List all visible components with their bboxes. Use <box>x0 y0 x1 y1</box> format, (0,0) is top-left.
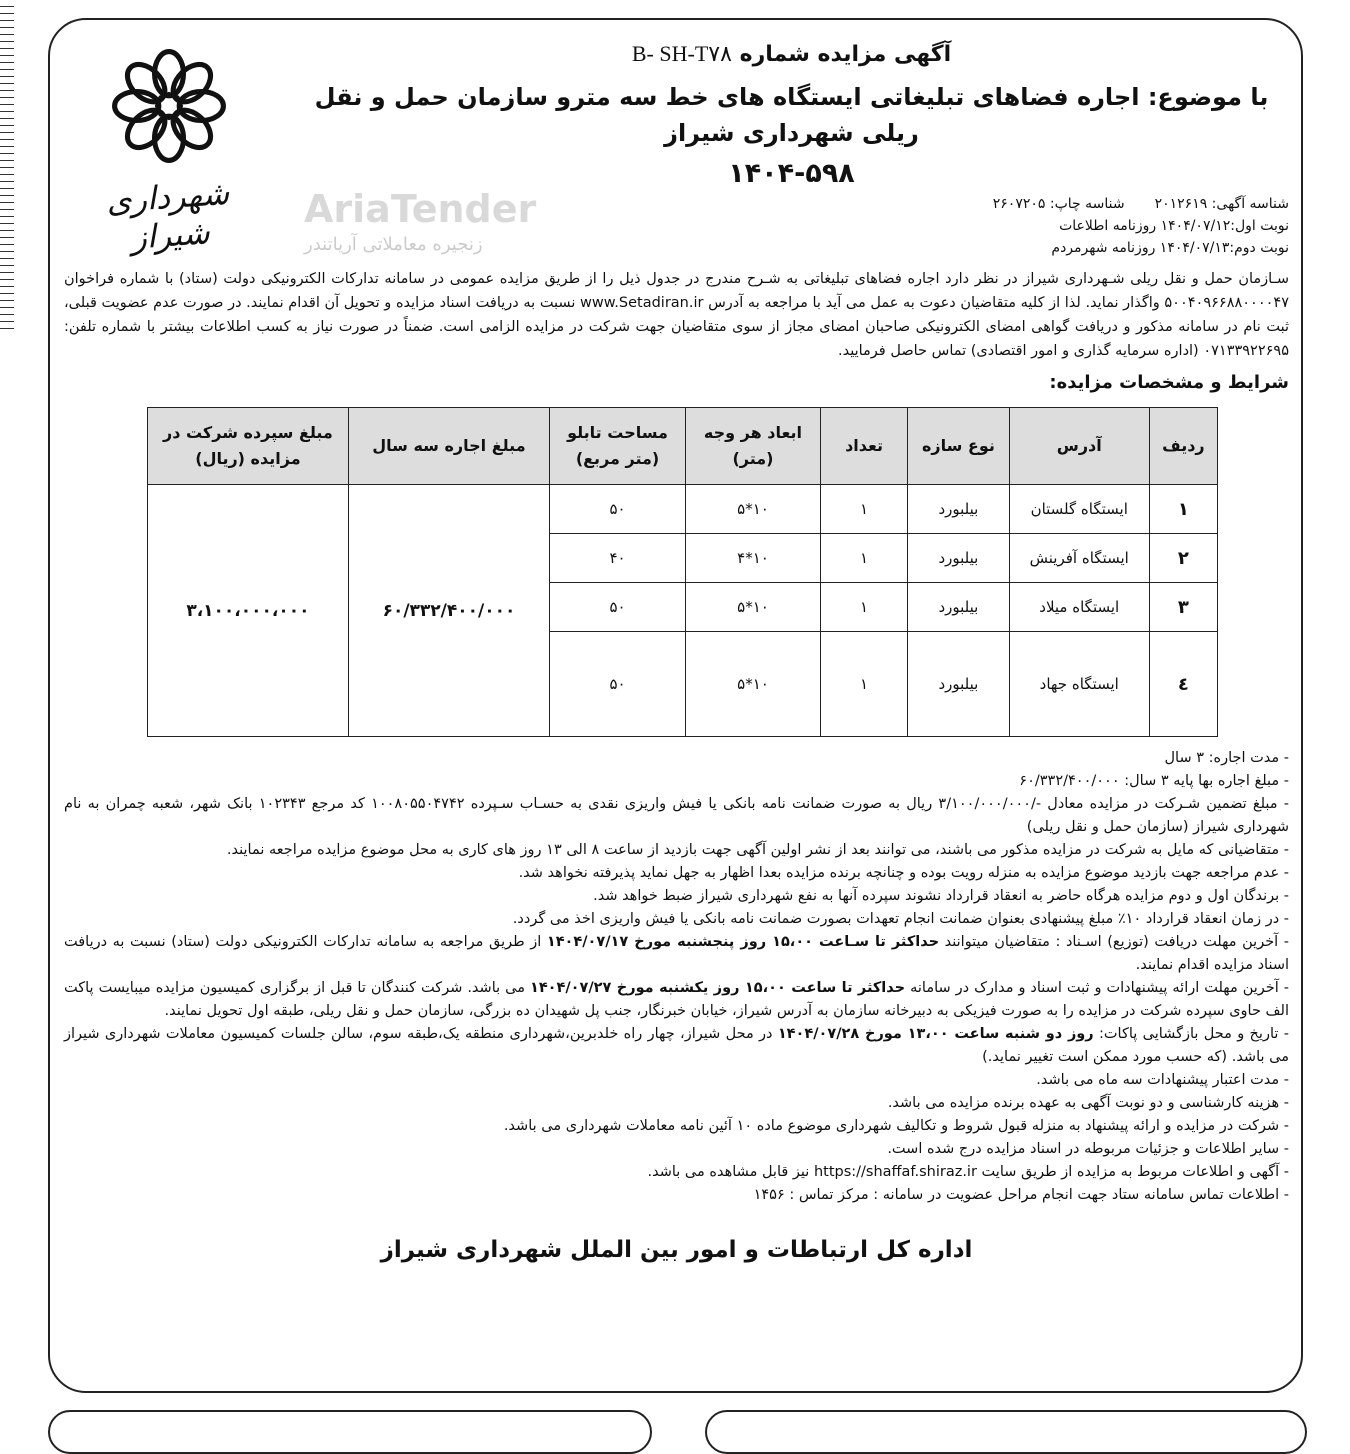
cell-no: ۲ <box>1149 534 1217 583</box>
condition-item <box>64 1184 1289 1207</box>
condition-text: حداکثر تا سـاعت ۱۵،۰۰ روز پنجشنبه مورخ ۱۴۰۴/۰۷/۱۷ <box>546 934 940 950</box>
condition-item <box>64 1115 1289 1138</box>
cell-address: ایستگاه جهاد <box>1009 632 1149 737</box>
condition-text: روز دو شنبه ساعت ۱۳،۰۰ مورخ ۱۴۰۴/۰۷/۲۸ <box>777 1026 1094 1042</box>
condition-item <box>64 862 1289 885</box>
section-title: شرایط و مشخصات مزایده: <box>1049 372 1289 393</box>
condition-text: - در زمان انعقاد قرارداد ۱۰٪ مبلغ پیشنهادی بعنوان ضمانت انجام تعهدات بصورت ضمانت نامه بانکی یا فیش واریزی اخذ می گردد. <box>512 911 1289 927</box>
condition-text: - اطلاعات تماس سامانه ستاد جهت انجام مراحل عضویت در سامانه : مرکز تماس : ۱۴۵۶ <box>753 1187 1289 1203</box>
column-header: ابعاد هر وجه (متر) <box>685 408 820 485</box>
auction-table <box>147 407 1218 737</box>
condition-text: حداکثر تا ساعت ۱۵،۰۰ روز یکشنبه مورخ ۱۴۰۴/۰۷/۲۷ <box>529 980 906 996</box>
column-header: ردیف <box>1149 408 1217 485</box>
second-publication: نوبت دوم:۱۴۰۴/۰۷/۱۳ روزنامه شهرمردم <box>1051 240 1289 256</box>
condition-item <box>64 908 1289 931</box>
condition-text: - عدم مراجعه جهت بازدید موضوع مزایده به منزله رویت بوده و چنانچه برنده مزایده بعدا اظهار به جهل نماید پذیرفته نخواهد شد. <box>518 865 1289 881</box>
cell-area: ۵۰ <box>550 485 686 534</box>
condition-item <box>64 885 1289 908</box>
rent-total-cell: ۶۰/۳۳۲/۴۰۰/۰۰۰ <box>348 485 549 737</box>
notice-code: B- SH-T۷۸ <box>631 41 732 66</box>
condition-item <box>64 1069 1289 1092</box>
condition-text: در محل شیراز، چهار راه خلدبرین،شهرداری منطقه یک،طبقه سوم، سالن جلسات کمیسیون معاملات شهرداری شیراز می باشد. (که حسب مورد ممکن است تغییر نماید.) <box>64 1026 1289 1065</box>
next-notice-frame <box>705 1410 1307 1454</box>
condition-item <box>64 839 1289 862</box>
cell-type: بیلبورد <box>908 632 1010 737</box>
notice-number: ۱۴۰۴-۵۹۸ <box>728 158 855 189</box>
first-publication: نوبت اول:۱۴۰۴/۰۷/۱۲ روزنامه اطلاعات <box>1059 218 1289 234</box>
logo-text: شهرداری شیراز <box>105 173 231 257</box>
cell-address: ایستگاه آفرینش <box>1009 534 1149 583</box>
cell-type: بیلبورد <box>908 583 1010 632</box>
watermark-text: زنجیره معاملاتی آریاتندر <box>304 234 483 255</box>
condition-text: - آخرین مهلت دریافت (توزیع) اسـناد : متقاضیان میتوانند <box>939 934 1290 950</box>
cell-area: ۵۰ <box>550 632 686 737</box>
condition-item <box>64 1092 1289 1115</box>
condition-text: - برندگان اول و دوم مزایده هرگاه حاضر به انعقاد قرارداد نشوند سپرده آنها به نفع شهرداری شیراز ضبط خواهد شد. <box>593 888 1289 904</box>
condition-item <box>64 1138 1289 1161</box>
cell-no: ۳ <box>1149 583 1217 632</box>
condition-item <box>64 977 1289 1023</box>
condition-text: - مبلغ تضمین شـرکت در مزایده معادل -/۳/۱۰۰/۰۰۰/۰۰۰ ریال به صورت ضمانت نامه بانکی یا فیش واریزی نقدی به حسـاب سـپرده ۱۰۰۸۰۵۵۰۴۷۴۲ کد مرجع ۱۰۲۳۴۳ بانک شهر، شعبه چمران به نام شهرداری شیراز (سازمان حمل و نقل ریلی) <box>64 796 1289 835</box>
cell-count: ۱ <box>821 485 908 534</box>
condition-text: - شرکت در مزایده و ارائه پیشنهاد به منزله قبول شروط و تکالیف شهرداری موضوع ماده ۱۰ آئین نامه معاملات شهرداری می باشد. <box>503 1118 1289 1134</box>
condition-text: می باشد. شرکت کنندگان تا قبل از برگزاری کمیسیون مزایده میبایست پاکت الف حاوی سپرده شرکت در مزایده را به صورت فیزیکی به دبیرخانه سازمان به آدرس شیراز، خیابان خبرنگار، جنب پل شهیدان ده بزرگی، سازمان حمل و نقل ریلی، طبقه اول تحویل نمایند. <box>64 980 1289 1019</box>
cell-count: ۱ <box>821 583 908 632</box>
notice-title <box>294 38 1289 71</box>
intro-paragraph: سـازمان حمل و نقل ریلی شـهرداری شیراز در نظر دارد اجاره فضاهای تبلیغاتی به شـرح مندرج در جدول ذیل را از طریق مزایده عمومی در سامانه تدارکات الکترونیکی دولت (ستاد) با شماره فراخوان ۵۰۰۴۰۹۶۶۸۸۰۰۰۰۴۷ واگذار نماید. لذا از کلیه متقاضیان دعوت به عمل می آید با مراجعه به آدرس www.Setadiran.ir نسبت به دریافت اسناد مزایده و تحویل آن اقدام نمایند. در صورت عدم عضویت قبلی، ثبت نام در سامانه مذکور و دریافت گواهی امضای الکترونیکی صاحبان امضای مجاز از سوی متقاضیان جهت شرکت در مزایده الزامی است. ضمناً در صورت نیاز به کسب اطلاعات بیشتر با شماره تلفن: ۰۷۱۳۳۹۲۲۶۹۵ (اداره سرمایه گذاری و امور اقتصادی) تماس حاصل فرمایید. <box>64 271 1289 359</box>
column-header: مبلغ سپرده شرکت در مزایده (ریال) <box>148 408 349 485</box>
footer-signature: اداره کل ارتباطات و امور بین الملل شهرداری شیراز <box>380 1237 973 1263</box>
condition-text: - تاریخ و محل بازگشایی پاکات: <box>1093 1026 1289 1042</box>
print-id: شناسه چاپ: ۲۶۰۷۲۰۵ <box>992 196 1125 212</box>
table-header-row <box>148 408 1218 485</box>
cell-area: ۴۰ <box>550 534 686 583</box>
column-header: آدرس <box>1009 408 1149 485</box>
condition-text: - آگهی و اطلاعات مربوط به مزایده از طریق سایت https://shaffaf.shiraz.ir نیز قابل مشاهده می باشد. <box>647 1164 1289 1180</box>
condition-item <box>64 793 1289 839</box>
watermark-logo: AriaTender <box>304 187 537 231</box>
condition-text: از طریق مراجعه به سامانه تدارکات الکترونیکی دولت (ستاد) نسبت به دریافت اسناد مزایده اقدام نمایند. <box>64 934 1289 973</box>
column-header: مبلغ اجاره سه سال <box>348 408 549 485</box>
cell-count: ۱ <box>821 534 908 583</box>
notice-subject: با موضوع: اجاره فضاهای تبلیغاتی ایستگاه های خط سه مترو سازمان حمل و نقل ریلی شهرداری شیراز <box>314 83 1269 147</box>
cell-address: ایستگاه گلستان <box>1009 485 1149 534</box>
cell-type: بیلبورد <box>908 485 1010 534</box>
cell-no: ٤ <box>1149 632 1217 737</box>
condition-text: - هزینه کارشناسی و دو نوبت آگهی به عهده برنده مزایده می باشد. <box>887 1095 1289 1111</box>
cell-dims: ۱۰*۵ <box>685 583 820 632</box>
left-ruler-marks <box>0 0 14 330</box>
cell-dims: ۱۰*۵ <box>685 485 820 534</box>
cell-dims: ۱۰*۵ <box>685 632 820 737</box>
condition-text: - مبلغ اجاره بها پایه ۳ سال: ۶۰/۳۳۲/۴۰۰/۰۰۰ <box>1019 773 1289 789</box>
notice-meta <box>704 193 1289 259</box>
cell-type: بیلبورد <box>908 534 1010 583</box>
condition-text: - سایر اطلاعات و جزئیات مربوطه در اسناد مزایده درج شده است. <box>887 1141 1289 1157</box>
conditions-list <box>64 747 1289 1207</box>
column-header: تعداد <box>821 408 908 485</box>
shiraz-municipality-logo <box>64 38 274 188</box>
condition-text: - مدت اعتبار پیشنهادات سه ماه می باشد. <box>1036 1072 1289 1088</box>
condition-item <box>64 1161 1289 1184</box>
cell-address: ایستگاه میلاد <box>1009 583 1149 632</box>
notice-frame <box>48 18 1303 1393</box>
condition-text: - مدت اجاره: ۳ سال <box>1164 750 1289 766</box>
cell-count: ۱ <box>821 632 908 737</box>
condition-item <box>64 1023 1289 1069</box>
deposit-cell: ۳،۱۰۰،۰۰۰،۰۰۰ <box>148 485 349 737</box>
column-header: نوع سازه <box>908 408 1010 485</box>
column-header: مساحت تابلو (متر مربع) <box>550 408 686 485</box>
cell-area: ۵۰ <box>550 583 686 632</box>
condition-item <box>64 770 1289 793</box>
condition-item <box>64 747 1289 770</box>
table-row <box>148 485 1218 534</box>
meta-area <box>64 187 1289 263</box>
notice-title-text: آگهی مزایده شماره <box>739 42 952 67</box>
ad-id: شناسه آگهی: ۲۰۱۲۶۱۹ <box>1154 196 1289 212</box>
cell-no: ۱ <box>1149 485 1217 534</box>
condition-text: - آخرین مهلت ارائه پیشنهادات و ثبت اسناد و مدارک در سامانه <box>905 980 1289 996</box>
condition-item <box>64 931 1289 977</box>
cell-dims: ۱۰*۴ <box>685 534 820 583</box>
condition-text: - متقاضیانی که مایل به شرکت در مزایده مذکور می باشند، می توانند بعد از نشر اولین آگهی جهت بازدید از ساعت ۸ الی ۱۳ روز های کاری به محل موضوع مزایده مراجعه نمایند. <box>226 842 1289 858</box>
next-notice-frame <box>48 1410 652 1454</box>
